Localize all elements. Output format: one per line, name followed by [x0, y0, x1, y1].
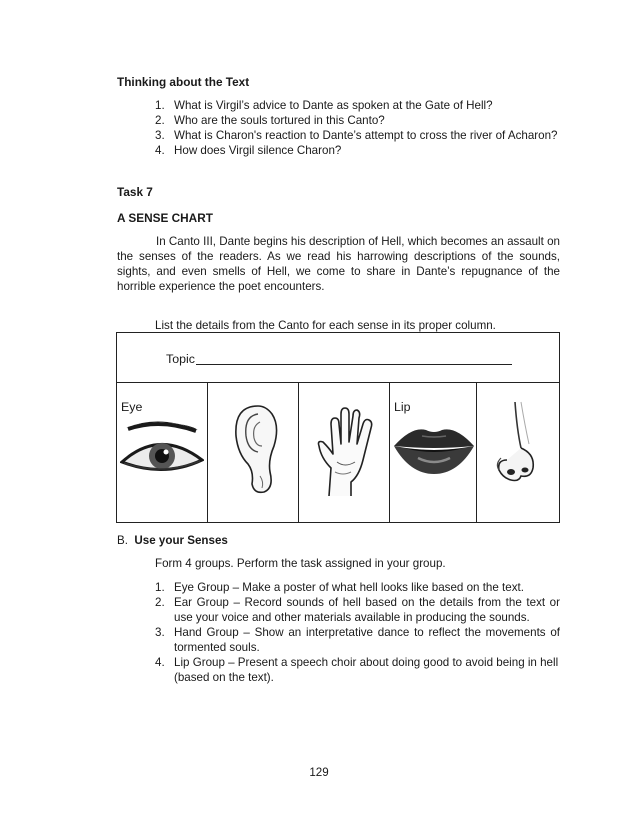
sense-column-eye[interactable]: [117, 382, 208, 522]
topic-input-line[interactable]: [196, 364, 512, 365]
item-number: 3.: [155, 129, 165, 142]
section-title: Use your Senses: [134, 534, 228, 547]
item-text: What is Charon's reaction to Dante’s attempt to cross the river of Acharon?: [174, 129, 558, 142]
list-item: [155, 580, 560, 595]
column-label: Lip: [394, 400, 411, 414]
topic-label: Topic: [166, 352, 195, 366]
sense-chart: [116, 332, 560, 523]
page-number: 129: [309, 766, 329, 779]
section-b-intro: Form 4 groups. Perform the task assigned in your group.: [155, 557, 446, 570]
list-item: [155, 625, 560, 655]
item-number: 3.: [155, 626, 165, 639]
task-paragraph: [117, 234, 560, 294]
item-number: 4.: [155, 656, 165, 669]
sense-column-lip[interactable]: [390, 382, 477, 522]
section-b-heading: [117, 533, 228, 548]
nose-icon: [491, 400, 547, 486]
list-item: [155, 128, 594, 143]
list-item: [155, 595, 560, 625]
sense-column-ear[interactable]: [208, 382, 299, 522]
list-item: [155, 98, 575, 113]
task-title: A SENSE CHART: [117, 211, 213, 225]
item-number: 1.: [155, 581, 165, 594]
hand-icon: [315, 402, 377, 498]
question-list: [155, 98, 575, 158]
item-text: Lip Group – Present a speech choir about doing good to avoid being in hell (based on the text).: [174, 656, 559, 684]
item-text: What is Virgil’s advice to Dante as spoken at the Gate of Hell?: [174, 99, 493, 112]
item-text: Who are the souls tortured in this Canto?: [174, 114, 385, 127]
item-text: Eye Group – Make a poster of what hell looks like based on the text.: [174, 581, 524, 594]
column-label: Eye: [121, 400, 143, 414]
task-label: Task 7: [117, 185, 153, 199]
sense-column-nose[interactable]: [477, 382, 559, 522]
list-item: [155, 113, 575, 128]
ear-icon: [230, 402, 280, 496]
item-number: 4.: [155, 144, 165, 157]
topic-row: [117, 333, 559, 383]
sense-column-hand[interactable]: [299, 382, 390, 522]
item-number: 1.: [155, 99, 165, 112]
item-text: Hand Group – Show an interpretative dance to reflect the movements of tormented souls.: [174, 626, 560, 654]
eye-icon: [120, 416, 204, 478]
item-number: 2.: [155, 114, 165, 127]
item-number: 2.: [155, 596, 165, 609]
paragraph-text: In Canto III, Dante begins his description of Hell, which becomes an assault on the senses of the readers. As we read his harrowing descriptions of the sounds, sights, and even smells of Hell, we come to share in Dante’s repugnance of the horrible experience the poet encounters.: [117, 235, 560, 293]
lips-icon: [392, 420, 476, 476]
item-text: How does Virgil silence Charon?: [174, 144, 342, 157]
section-letter: B.: [117, 534, 128, 547]
section-heading-thinking: Thinking about the Text: [117, 75, 250, 89]
list-item: [155, 143, 575, 158]
chart-instruction: List the details from the Canto for each sense in its proper column.: [155, 319, 496, 332]
item-text: Ear Group – Record sounds of hell based on the details from the text or use your voice and other materials available in producing the sounds.: [174, 596, 560, 624]
group-task-list: [155, 580, 560, 685]
list-item: [155, 655, 560, 685]
